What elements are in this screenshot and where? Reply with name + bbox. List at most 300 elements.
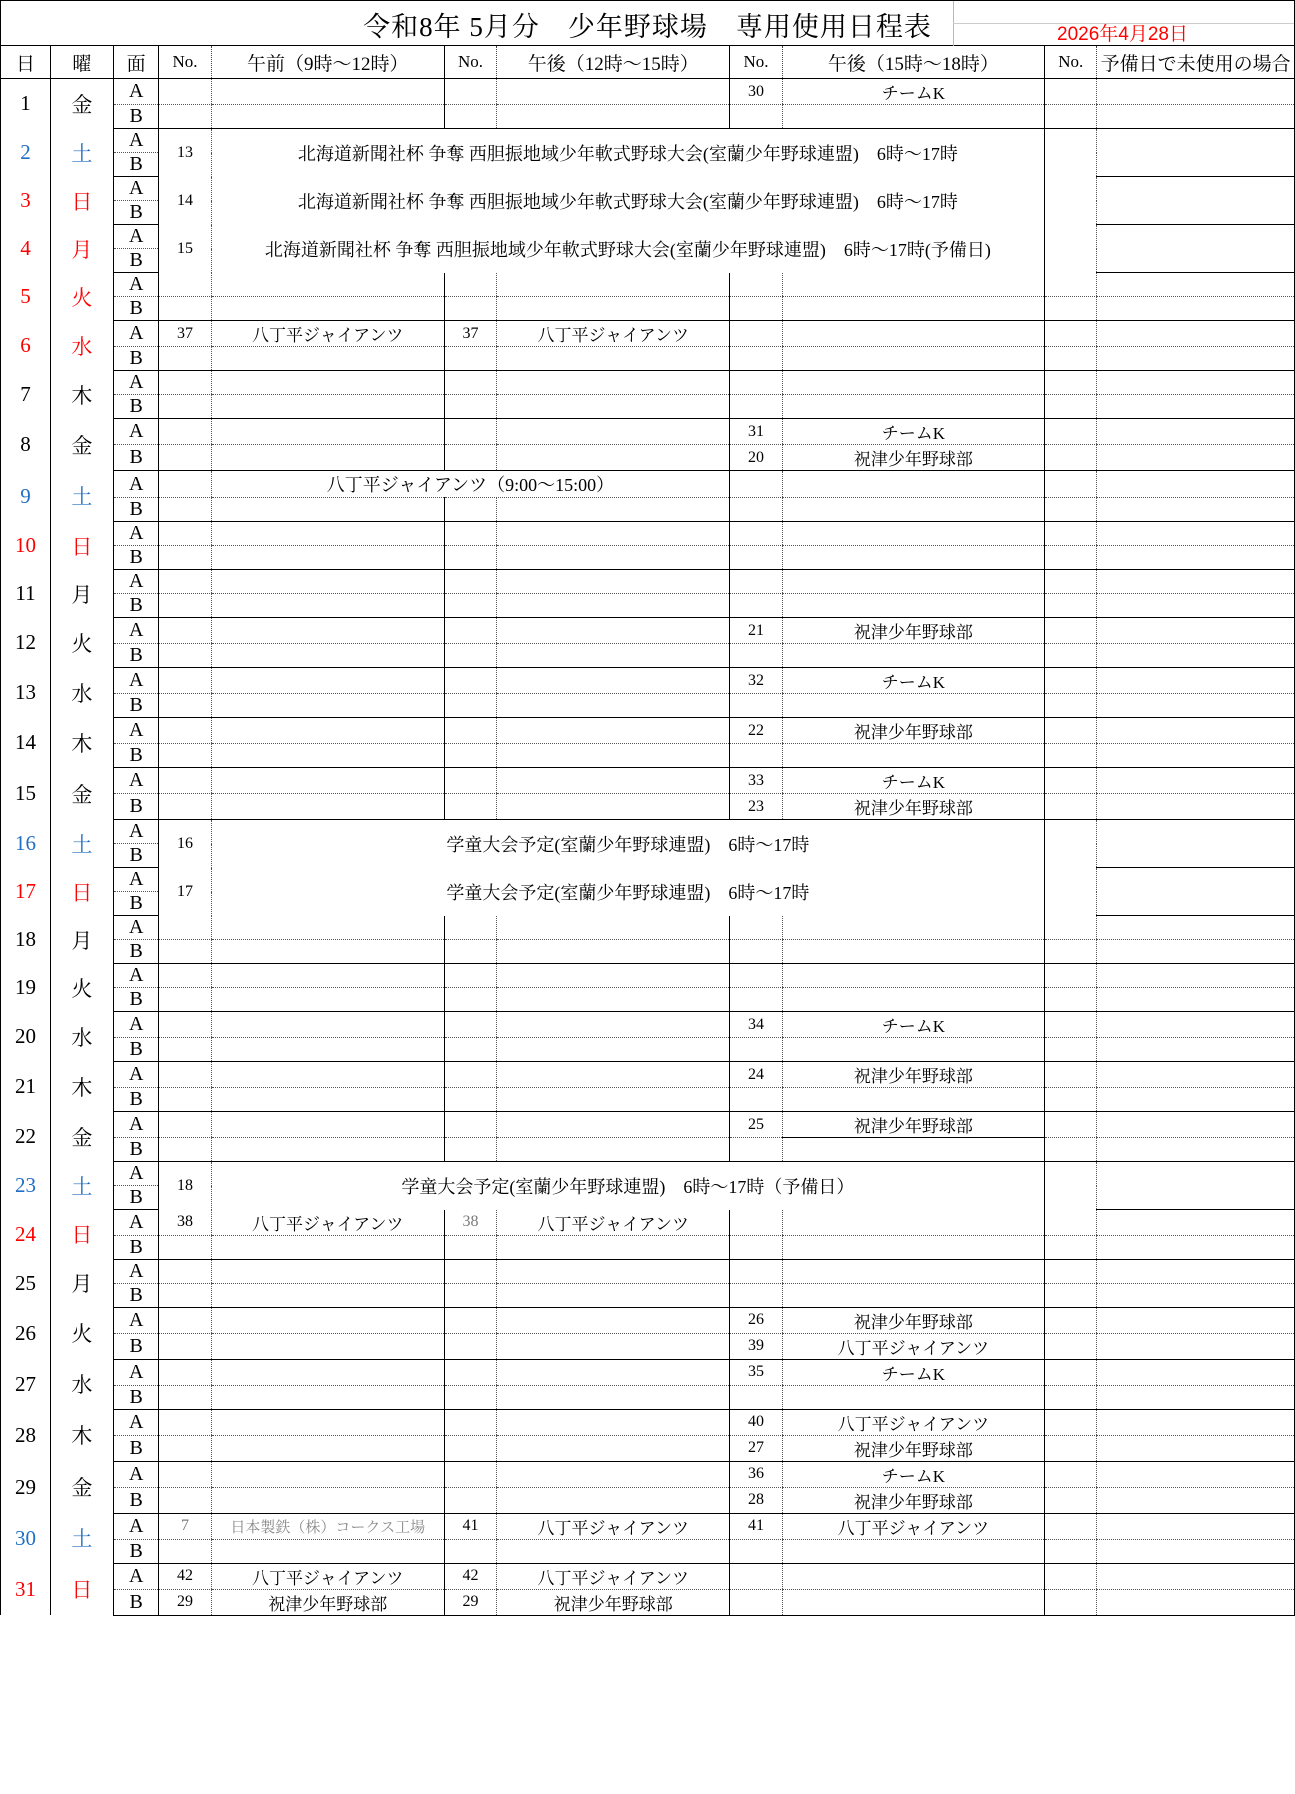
- cell-span-no-3: 14: [159, 177, 211, 225]
- cell-am-a-30: 日本製鉄（株）コークス工場: [211, 1513, 444, 1539]
- cell-pm1-no-a-10: [444, 522, 496, 546]
- cell-spare-a-5: [1097, 273, 1295, 297]
- cell-am-b-30: [211, 1539, 444, 1563]
- cell-day-2: 2: [20, 140, 31, 164]
- header-morning: 午前（9時〜12時）: [211, 46, 444, 79]
- cell-am-no-b-26: [159, 1333, 211, 1359]
- cell-face-b-30: B: [113, 1539, 159, 1563]
- cell-day-4: 4: [20, 236, 31, 260]
- cell-pm2-no-b-14: [730, 744, 782, 768]
- cell-pm2-b-28: 祝津少年野球部: [782, 1435, 1045, 1461]
- header-no-morning: No.: [159, 46, 211, 79]
- cell-face-b-25: B: [113, 1283, 159, 1307]
- cell-am-a-19: [211, 964, 444, 988]
- cell-pm2-a-22: 祝津少年野球部: [782, 1112, 1045, 1138]
- cell-dow-24: 日: [50, 1210, 113, 1260]
- cell-pm2-b-25: [782, 1283, 1045, 1307]
- cell-pm1-b-22: [497, 1138, 730, 1162]
- cell-am-b-7: [211, 395, 444, 419]
- cell-spare-no-16: [1045, 820, 1097, 868]
- cell-face-b-31: B: [113, 1589, 159, 1615]
- cell-pm2-no-b-5: [730, 297, 782, 321]
- cell-spare-no-b-12: [1045, 644, 1097, 668]
- cell-spare-no-a-24: [1045, 1210, 1097, 1236]
- cell-face-b-22: B: [113, 1138, 159, 1162]
- cell-am-b-21: [211, 1088, 444, 1112]
- cell-am-no-b-22: [159, 1138, 211, 1162]
- table-row: [1, 964, 1295, 988]
- cell-spare-a-27: [1097, 1359, 1295, 1385]
- cell-pm1-b-9: [497, 498, 730, 522]
- table-row: [1, 177, 1295, 201]
- cell-pm2-a-8: チームK: [782, 419, 1045, 445]
- cell-day-31: 31: [14, 1576, 36, 1601]
- cell-pm2-no-b-6: [730, 347, 782, 371]
- cell-pm2-no-a-26: 26: [730, 1307, 782, 1333]
- cell-spare-no-a-21: [1045, 1062, 1097, 1088]
- cell-day-13: 13: [14, 680, 36, 704]
- cell-am-no-a-25: [159, 1259, 211, 1283]
- cell-pm2-no-a-29: 36: [730, 1461, 782, 1487]
- cell-am-a-8: [211, 419, 444, 445]
- cell-spare-a-1: [1097, 79, 1295, 105]
- cell-pm2-a-7: [782, 371, 1045, 395]
- cell-pm2-no-a-20: 34: [730, 1012, 782, 1038]
- cell-dow-22: 金: [50, 1112, 113, 1162]
- table-row: [1, 321, 1295, 347]
- cell-am-no-a-30: 7: [159, 1513, 211, 1539]
- cell-face-b-29: B: [113, 1487, 159, 1513]
- cell-pm1-no-b-15: [444, 794, 496, 820]
- cell-pm2-no-b-24: [730, 1235, 782, 1259]
- table-row: [1, 794, 1295, 820]
- cell-face-a-25: A: [113, 1259, 159, 1283]
- cell-pm2-b-9: [782, 498, 1045, 522]
- cell-pm1-no-a-15: [444, 768, 496, 794]
- cell-am-no-a-29: [159, 1461, 211, 1487]
- cell-spare-no-a-9: [1045, 471, 1097, 498]
- cell-pm2-no-a-21: 24: [730, 1062, 782, 1088]
- cell-spare-no-a-1: [1045, 79, 1097, 105]
- cell-am-no-a-10: [159, 522, 211, 546]
- cell-am-no-a-6: 37: [159, 321, 211, 347]
- cell-spare-a-26: [1097, 1307, 1295, 1333]
- cell-day-10: 10: [14, 533, 36, 557]
- cell-am-b-25: [211, 1283, 444, 1307]
- table-row: [1, 1062, 1295, 1088]
- cell-spare-a-4: [1097, 225, 1295, 249]
- cell-am-no-b-11: [159, 594, 211, 618]
- cell-spare-b-11: [1097, 594, 1295, 618]
- cell-am-no-b-20: [159, 1038, 211, 1062]
- cell-am-no-a-31: 42: [159, 1563, 211, 1589]
- cell-pm2-a-13: チームK: [782, 668, 1045, 694]
- cell-pm1-no-b-30: [444, 1539, 496, 1563]
- cell-day-19: 19: [14, 975, 36, 999]
- table-row: [1, 618, 1295, 644]
- cell-am-b-6: [211, 347, 444, 371]
- cell-face-b-5: B: [113, 297, 159, 321]
- cell-pm2-no-a-31: [730, 1563, 782, 1589]
- cell-pm1-no-b-28: [444, 1435, 496, 1461]
- cell-pm1-no-a-27: [444, 1359, 496, 1385]
- cell-am-no-b-25: [159, 1283, 211, 1307]
- cell-face-a-4: A: [113, 225, 159, 249]
- cell-pm1-b-15: [497, 794, 730, 820]
- cell-face-a-6: A: [113, 321, 159, 347]
- cell-pm1-no-a-29: [444, 1461, 496, 1487]
- cell-am-a-20: [211, 1012, 444, 1038]
- issue-date: 2026年4月28日: [1057, 24, 1188, 45]
- cell-pm2-no-b-27: [730, 1385, 782, 1409]
- cell-am-no-a-15: [159, 768, 211, 794]
- cell-spare-no-a-13: [1045, 668, 1097, 694]
- cell-face-a-29: A: [113, 1461, 159, 1487]
- cell-spare-no-b-29: [1045, 1487, 1097, 1513]
- cell-spare-b-6: [1097, 347, 1295, 371]
- cell-pm1-no-b-12: [444, 644, 496, 668]
- cell-am-no-a-12: [159, 618, 211, 644]
- table-row: [1, 668, 1295, 694]
- cell-face-b-20: B: [113, 1038, 159, 1062]
- cell-pm1-no-a-24: 38: [444, 1210, 496, 1236]
- cell-pm1-a-18: [497, 916, 730, 940]
- cell-face-a-20: A: [113, 1012, 159, 1038]
- cell-spare-no-b-6: [1045, 347, 1097, 371]
- cell-spare-b-18: [1097, 940, 1295, 964]
- cell-spare-b-30: [1097, 1539, 1295, 1563]
- cell-pm1-no-b-13: [444, 694, 496, 718]
- cell-pm1-b-27: [497, 1385, 730, 1409]
- cell-spare-b-19: [1097, 988, 1295, 1012]
- cell-pm1-no-a-31: 42: [444, 1563, 496, 1589]
- cell-am-a-26: [211, 1307, 444, 1333]
- cell-spare-no-b-25: [1045, 1283, 1097, 1307]
- cell-spare-no-a-11: [1045, 570, 1097, 594]
- cell-pm2-no-b-26: 39: [730, 1333, 782, 1359]
- cell-spare-no-b-19: [1045, 988, 1097, 1012]
- cell-spare-no-a-28: [1045, 1409, 1097, 1435]
- cell-pm2-b-21: [782, 1088, 1045, 1112]
- table-row: [1, 1259, 1295, 1283]
- cell-dow-5: 火: [50, 273, 113, 321]
- cell-pm1-a-30: 八丁平ジャイアンツ: [497, 1513, 730, 1539]
- table-row: [1, 820, 1295, 844]
- cell-spare-a-24: [1097, 1210, 1295, 1236]
- cell-pm2-no-b-7: [730, 395, 782, 419]
- cell-am-a-25: [211, 1259, 444, 1283]
- cell-face-a-17: A: [113, 868, 159, 892]
- cell-spare-no-b-18: [1045, 940, 1097, 964]
- cell-spare-a-13: [1097, 668, 1295, 694]
- cell-spare-a-10: [1097, 522, 1295, 546]
- cell-pm2-no-a-14: 22: [730, 718, 782, 744]
- cell-am-no-b-18: [159, 940, 211, 964]
- table-row: [1, 1038, 1295, 1062]
- cell-spare-b-24: [1097, 1235, 1295, 1259]
- table-row: [1, 1235, 1295, 1259]
- cell-face-b-23: B: [113, 1186, 159, 1210]
- cell-am-a-6: 八丁平ジャイアンツ: [211, 321, 444, 347]
- cell-face-b-9: B: [113, 498, 159, 522]
- cell-day-8: 8: [20, 432, 31, 456]
- cell-pm2-no-a-15: 33: [730, 768, 782, 794]
- cell-face-b-15: B: [113, 794, 159, 820]
- cell-am-no-a-28: [159, 1409, 211, 1435]
- cell-spare-b-17: [1097, 892, 1295, 916]
- cell-pm2-b-18: [782, 940, 1045, 964]
- cell-am-no-b-13: [159, 694, 211, 718]
- header-no-afternoon2: No.: [730, 46, 782, 79]
- cell-face-b-2: B: [113, 153, 159, 177]
- cell-spare-no-a-31: [1045, 1563, 1097, 1589]
- cell-pm1-b-20: [497, 1038, 730, 1062]
- cell-pm2-no-b-25: [730, 1283, 782, 1307]
- cell-spare-no-a-22: [1045, 1112, 1097, 1138]
- cell-pm1-b-12: [497, 644, 730, 668]
- cell-face-a-14: A: [113, 718, 159, 744]
- cell-spare-b-4: [1097, 249, 1295, 273]
- cell-am-b-22: [211, 1138, 444, 1162]
- cell-face-a-27: A: [113, 1359, 159, 1385]
- table-row: [1, 916, 1295, 940]
- cell-pm1-a-13: [497, 668, 730, 694]
- table-header-row: [1, 46, 1295, 79]
- cell-am-no-b-15: [159, 794, 211, 820]
- cell-span-event-23: 学童大会予定(室蘭少年野球連盟) 6時〜17時（予備日）: [211, 1162, 1045, 1210]
- table-row: [1, 129, 1295, 153]
- table-row: [1, 694, 1295, 718]
- cell-pm2-no-b-31: [730, 1589, 782, 1615]
- cell-pm1-b-31: 祝津少年野球部: [497, 1589, 730, 1615]
- cell-spare-a-21: [1097, 1062, 1295, 1088]
- cell-spare-b-22: [1097, 1138, 1295, 1162]
- table-row: [1, 225, 1295, 249]
- cell-pm2-no-b-15: 23: [730, 794, 782, 820]
- cell-pm1-no-a-1: [444, 79, 496, 105]
- cell-spare-a-8: [1097, 419, 1295, 445]
- cell-spare-b-31: [1097, 1589, 1295, 1615]
- cell-face-b-28: B: [113, 1435, 159, 1461]
- cell-spare-no-b-30: [1045, 1539, 1097, 1563]
- cell-am-b-9: [211, 498, 444, 522]
- cell-pm1-b-18: [497, 940, 730, 964]
- cell-day-29: 29: [14, 1474, 36, 1499]
- cell-face-a-10: A: [113, 522, 159, 546]
- cell-pm2-b-19: [782, 988, 1045, 1012]
- cell-pm2-no-b-12: [730, 644, 782, 668]
- cell-am-no-a-11: [159, 570, 211, 594]
- table-row: [1, 1162, 1295, 1186]
- cell-spare-no-a-29: [1045, 1461, 1097, 1487]
- cell-am-a-13: [211, 668, 444, 694]
- cell-pm1-a-11: [497, 570, 730, 594]
- cell-pm1-no-a-6: 37: [444, 321, 496, 347]
- cell-pm1-a-14: [497, 718, 730, 744]
- cell-pm1-b-29: [497, 1487, 730, 1513]
- cell-spare-no-b-10: [1045, 546, 1097, 570]
- cell-pm2-a-10: [782, 522, 1045, 546]
- table-body: [1, 79, 1295, 1616]
- cell-span-event-17: 学童大会予定(室蘭少年野球連盟) 6時〜17時: [211, 868, 1045, 916]
- cell-day-17: 17: [14, 879, 36, 903]
- cell-dow-28: 木: [50, 1409, 113, 1461]
- header-no-afternoon1: No.: [444, 46, 496, 79]
- cell-pm2-a-19: [782, 964, 1045, 988]
- cell-pm1-no-b-20: [444, 1038, 496, 1062]
- cell-am-no-b-14: [159, 744, 211, 768]
- cell-spare-b-23: [1097, 1186, 1295, 1210]
- cell-pm2-a-5: [782, 273, 1045, 297]
- cell-pm2-a-9: [782, 471, 1045, 498]
- cell-span-no-23: 18: [159, 1162, 211, 1210]
- table-row: [1, 1138, 1295, 1162]
- cell-pm1-a-24: 八丁平ジャイアンツ: [497, 1210, 730, 1236]
- cell-spare-a-12: [1097, 618, 1295, 644]
- cell-pm1-a-22: [497, 1112, 730, 1138]
- cell-spare-no-a-19: [1045, 964, 1097, 988]
- cell-pm1-no-a-28: [444, 1409, 496, 1435]
- cell-dow-26: 火: [50, 1307, 113, 1359]
- cell-spare-no-3: [1045, 177, 1097, 225]
- cell-dow-12: 火: [50, 618, 113, 668]
- cell-spare-no-17: [1045, 868, 1097, 916]
- cell-spare-b-13: [1097, 694, 1295, 718]
- cell-face-b-21: B: [113, 1088, 159, 1112]
- cell-face-a-22: A: [113, 1112, 159, 1138]
- cell-dow-4: 月: [50, 225, 113, 273]
- table-row: [1, 988, 1295, 1012]
- cell-spare-b-7: [1097, 395, 1295, 419]
- cell-face-a-19: A: [113, 964, 159, 988]
- cell-pm2-b-11: [782, 594, 1045, 618]
- cell-face-a-13: A: [113, 668, 159, 694]
- cell-dow-20: 水: [50, 1012, 113, 1062]
- cell-pm1-b-8: [497, 445, 730, 471]
- cell-pm1-no-b-14: [444, 744, 496, 768]
- cell-pm2-no-a-27: 35: [730, 1359, 782, 1385]
- cell-pm1-b-30: [497, 1539, 730, 1563]
- cell-pm1-no-a-12: [444, 618, 496, 644]
- cell-spare-no-b-14: [1045, 744, 1097, 768]
- cell-pm1-b-10: [497, 546, 730, 570]
- cell-face-a-3: A: [113, 177, 159, 201]
- cell-am-no-b-27: [159, 1385, 211, 1409]
- cell-spare-no-b-27: [1045, 1385, 1097, 1409]
- cell-dow-6: 水: [50, 321, 113, 371]
- cell-am-no-b-30: [159, 1539, 211, 1563]
- cell-face-a-11: A: [113, 570, 159, 594]
- cell-pm1-a-19: [497, 964, 730, 988]
- cell-spare-a-22: [1097, 1112, 1295, 1138]
- cell-am-no-a-27: [159, 1359, 211, 1385]
- cell-am-pm-event-9: 八丁平ジャイアンツ（9:00〜15:00）: [211, 471, 730, 498]
- cell-spare-a-14: [1097, 718, 1295, 744]
- cell-pm1-no-a-5: [444, 273, 496, 297]
- cell-pm2-a-25: [782, 1259, 1045, 1283]
- cell-pm2-no-a-6: [730, 321, 782, 347]
- cell-pm2-no-b-29: 28: [730, 1487, 782, 1513]
- cell-spare-b-8: [1097, 445, 1295, 471]
- cell-pm2-a-30: 八丁平ジャイアンツ: [782, 1513, 1045, 1539]
- cell-pm1-b-19: [497, 988, 730, 1012]
- cell-spare-no-b-15: [1045, 794, 1097, 820]
- cell-pm1-b-26: [497, 1333, 730, 1359]
- cell-pm1-a-20: [497, 1012, 730, 1038]
- cell-spare-b-29: [1097, 1487, 1295, 1513]
- cell-pm1-a-8: [497, 419, 730, 445]
- cell-spare-b-25: [1097, 1283, 1295, 1307]
- cell-face-b-10: B: [113, 546, 159, 570]
- cell-am-no-b-19: [159, 988, 211, 1012]
- cell-pm2-a-11: [782, 570, 1045, 594]
- table-row: [1, 1513, 1295, 1539]
- cell-am-b-28: [211, 1435, 444, 1461]
- cell-spare-no-b-20: [1045, 1038, 1097, 1062]
- table-row: [1, 1385, 1295, 1409]
- cell-day-24: 24: [14, 1221, 36, 1246]
- cell-pm1-a-29: [497, 1461, 730, 1487]
- cell-dow-10: 日: [50, 522, 113, 570]
- table-row: [1, 79, 1295, 105]
- cell-am-no-b-21: [159, 1088, 211, 1112]
- cell-am-no-b-8: [159, 445, 211, 471]
- cell-day-3: 3: [20, 188, 31, 212]
- cell-day-6: 6: [20, 333, 31, 357]
- table-row: [1, 105, 1295, 129]
- cell-dow-16: 土: [50, 820, 113, 868]
- cell-am-b-20: [211, 1038, 444, 1062]
- cell-pm2-b-1: [782, 105, 1045, 129]
- cell-day-18: 18: [14, 927, 36, 951]
- cell-pm1-a-5: [497, 273, 730, 297]
- cell-face-a-12: A: [113, 618, 159, 644]
- cell-am-a-22: [211, 1112, 444, 1138]
- table-row: [1, 347, 1295, 371]
- cell-dow-23: 土: [50, 1162, 113, 1210]
- cell-spare-no-b-8: [1045, 445, 1097, 471]
- cell-span-no-4: 15: [159, 225, 211, 273]
- cell-pm1-no-b-5: [444, 297, 496, 321]
- cell-pm1-no-b-24: [444, 1235, 496, 1259]
- cell-spare-no-4: [1045, 225, 1097, 273]
- cell-face-a-7: A: [113, 371, 159, 395]
- cell-dow-30: 土: [50, 1513, 113, 1563]
- cell-pm1-no-b-21: [444, 1088, 496, 1112]
- cell-pm2-no-b-21: [730, 1088, 782, 1112]
- cell-am-b-13: [211, 694, 444, 718]
- cell-pm1-no-a-26: [444, 1307, 496, 1333]
- cell-am-no-a-5: [159, 273, 211, 297]
- cell-pm2-a-26: 祝津少年野球部: [782, 1307, 1045, 1333]
- cell-pm2-no-b-9: [730, 498, 782, 522]
- cell-spare-b-27: [1097, 1385, 1295, 1409]
- cell-face-b-24: B: [113, 1235, 159, 1259]
- cell-dow-11: 月: [50, 570, 113, 618]
- cell-spare-a-30: [1097, 1513, 1295, 1539]
- table-row: [1, 570, 1295, 594]
- cell-spare-no-a-6: [1045, 321, 1097, 347]
- cell-pm1-no-a-13: [444, 668, 496, 694]
- table-row: [1, 940, 1295, 964]
- cell-pm2-no-b-20: [730, 1038, 782, 1062]
- cell-pm2-no-b-18: [730, 940, 782, 964]
- cell-day-20: 20: [14, 1024, 36, 1048]
- cell-am-b-29: [211, 1487, 444, 1513]
- cell-day-27: 27: [14, 1371, 36, 1396]
- cell-pm2-no-a-10: [730, 522, 782, 546]
- cell-am-no-a-21: [159, 1062, 211, 1088]
